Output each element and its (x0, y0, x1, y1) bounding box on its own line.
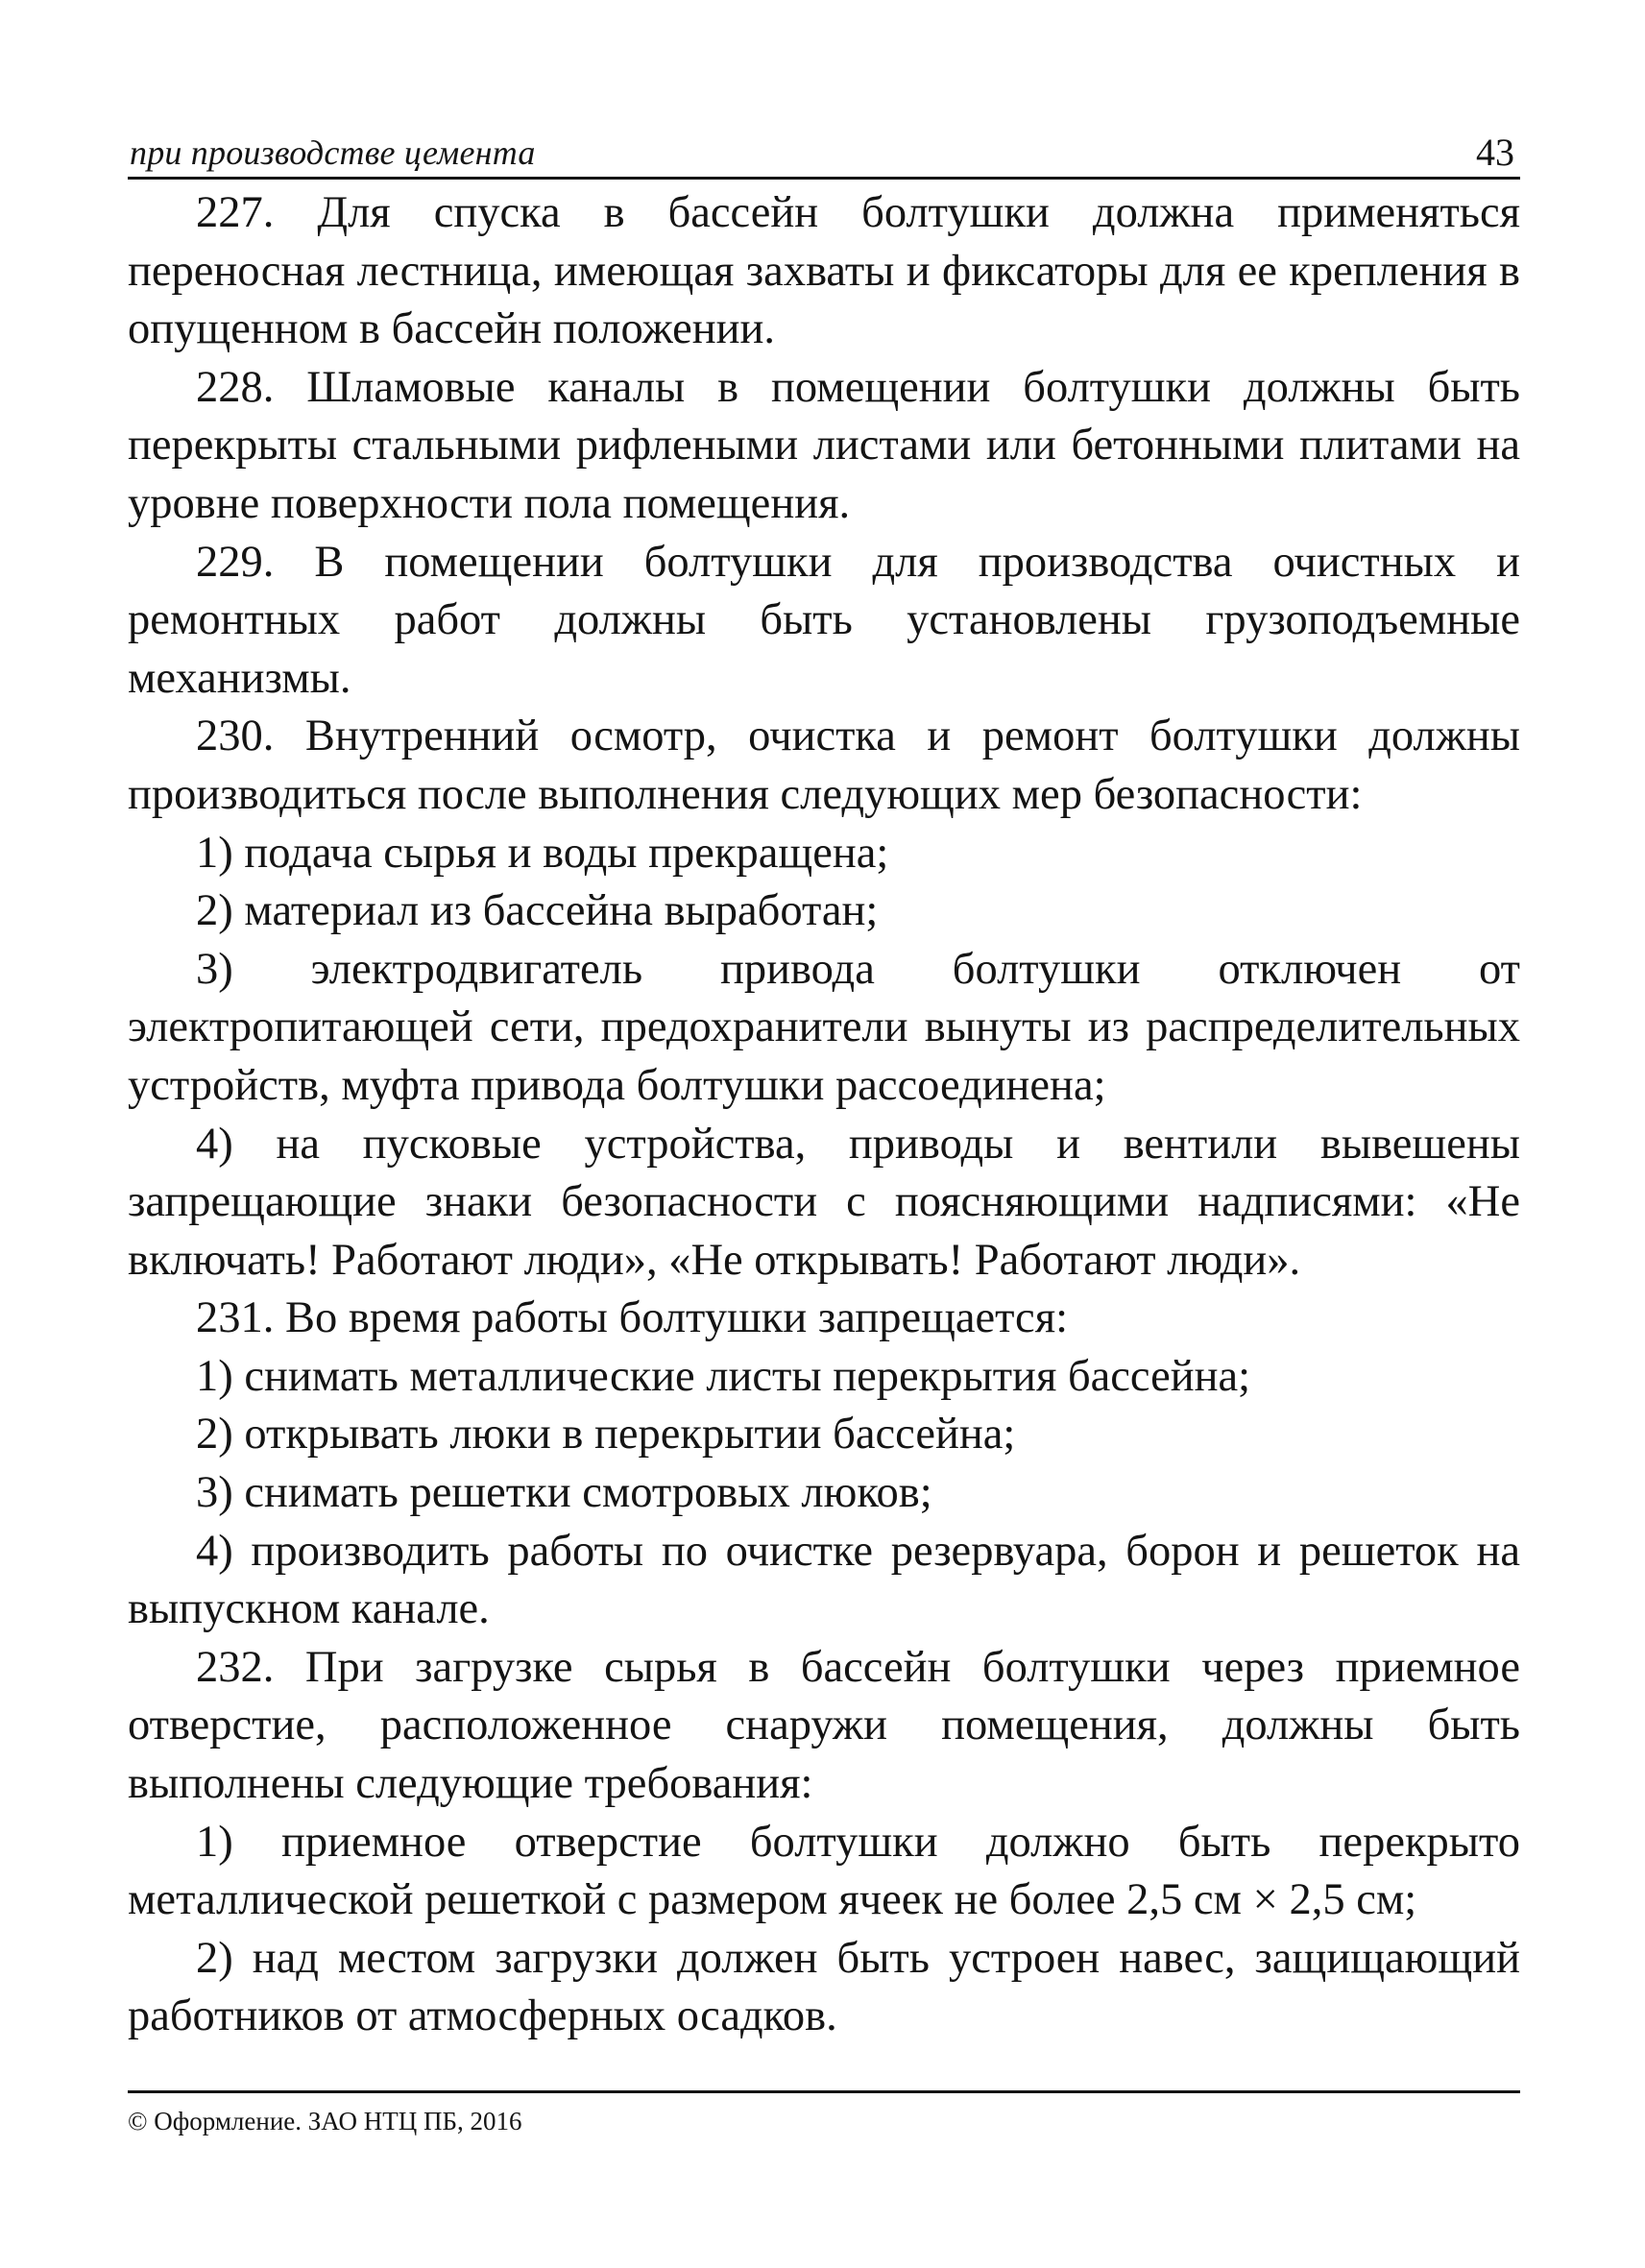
list-item: 1) приемное отверстие болтушки должно быть перекрыто металлической решеткой с размером ячеек не более 2,5 см × 2,5 см; (128, 1817, 1520, 1925)
page-header (128, 125, 1520, 180)
list-item: 1) снимать металлические листы перекрытия бассейна; (196, 1351, 1251, 1401)
list-item: 2) открывать люки в перекрытии бассейна; (196, 1410, 1016, 1460)
list-item: 4) на пусковые устройства, приводы и вентили вывешены запрещающие знаки безопасности с поясняющими надписями: «Не включать! Работают люди», «Не открывать! Работают люди». (128, 1119, 1520, 1285)
paragraph-228: 228. Шламовые каналы в помещении болтушки должны быть перекрыты стальными рифлеными листами или бетонными плитами на уровне поверхности пола помещения. (128, 362, 1520, 528)
body-text (128, 184, 1520, 2046)
list-item: 1) подача сырья и воды прекращена; (196, 828, 889, 878)
page-footer (128, 2090, 1520, 2136)
list-item: 2) над местом загрузки должен быть устроен навес, защищающий работников от атмосферных осадков. (128, 1933, 1520, 2041)
running-title: при производстве цемента (130, 133, 536, 172)
paragraph-231: 231. Во время работы болтушки запрещается: (196, 1293, 1068, 1343)
list-item: 4) производить работы по очистке резервуара, борон и решеток на выпускном канале. (128, 1526, 1520, 1634)
list-item: 3) электродвигатель привода болтушки отключен от электропитающей сети, предохранители вынуты из распределительных устройств, муфта привода болтушки рассоединена; (128, 944, 1520, 1110)
paragraph-232: 232. При загрузке сырья в бассейн болтушки через приемное отверстие, расположенное снаружи помещения, должны быть выполнены следующие требования: (128, 1642, 1520, 1809)
list-item: 2) материал из бассейна выработан; (196, 886, 879, 936)
page-number: 43 (1476, 131, 1514, 174)
paragraph-227: 227. Для спуска в бассейн болтушки должна применяться переносная лестница, имеющая захваты и фиксаторы для ее крепления в опущенном в бассейн положении. (128, 188, 1520, 354)
paragraph-230: 230. Внутренний осмотр, очистка и ремонт болтушки должны производиться после выполнения следующих мер безопасности: (128, 712, 1520, 819)
list-item: 3) снимать решетки смотровых люков; (196, 1468, 932, 1518)
paragraph-229: 229. В помещении болтушки для производства очистных и ремонтных работ должны быть установлены грузоподъемные механизмы. (128, 537, 1520, 703)
copyright-notice: © Оформление. ЗАО НТЦ ПБ, 2016 (128, 2107, 522, 2135)
